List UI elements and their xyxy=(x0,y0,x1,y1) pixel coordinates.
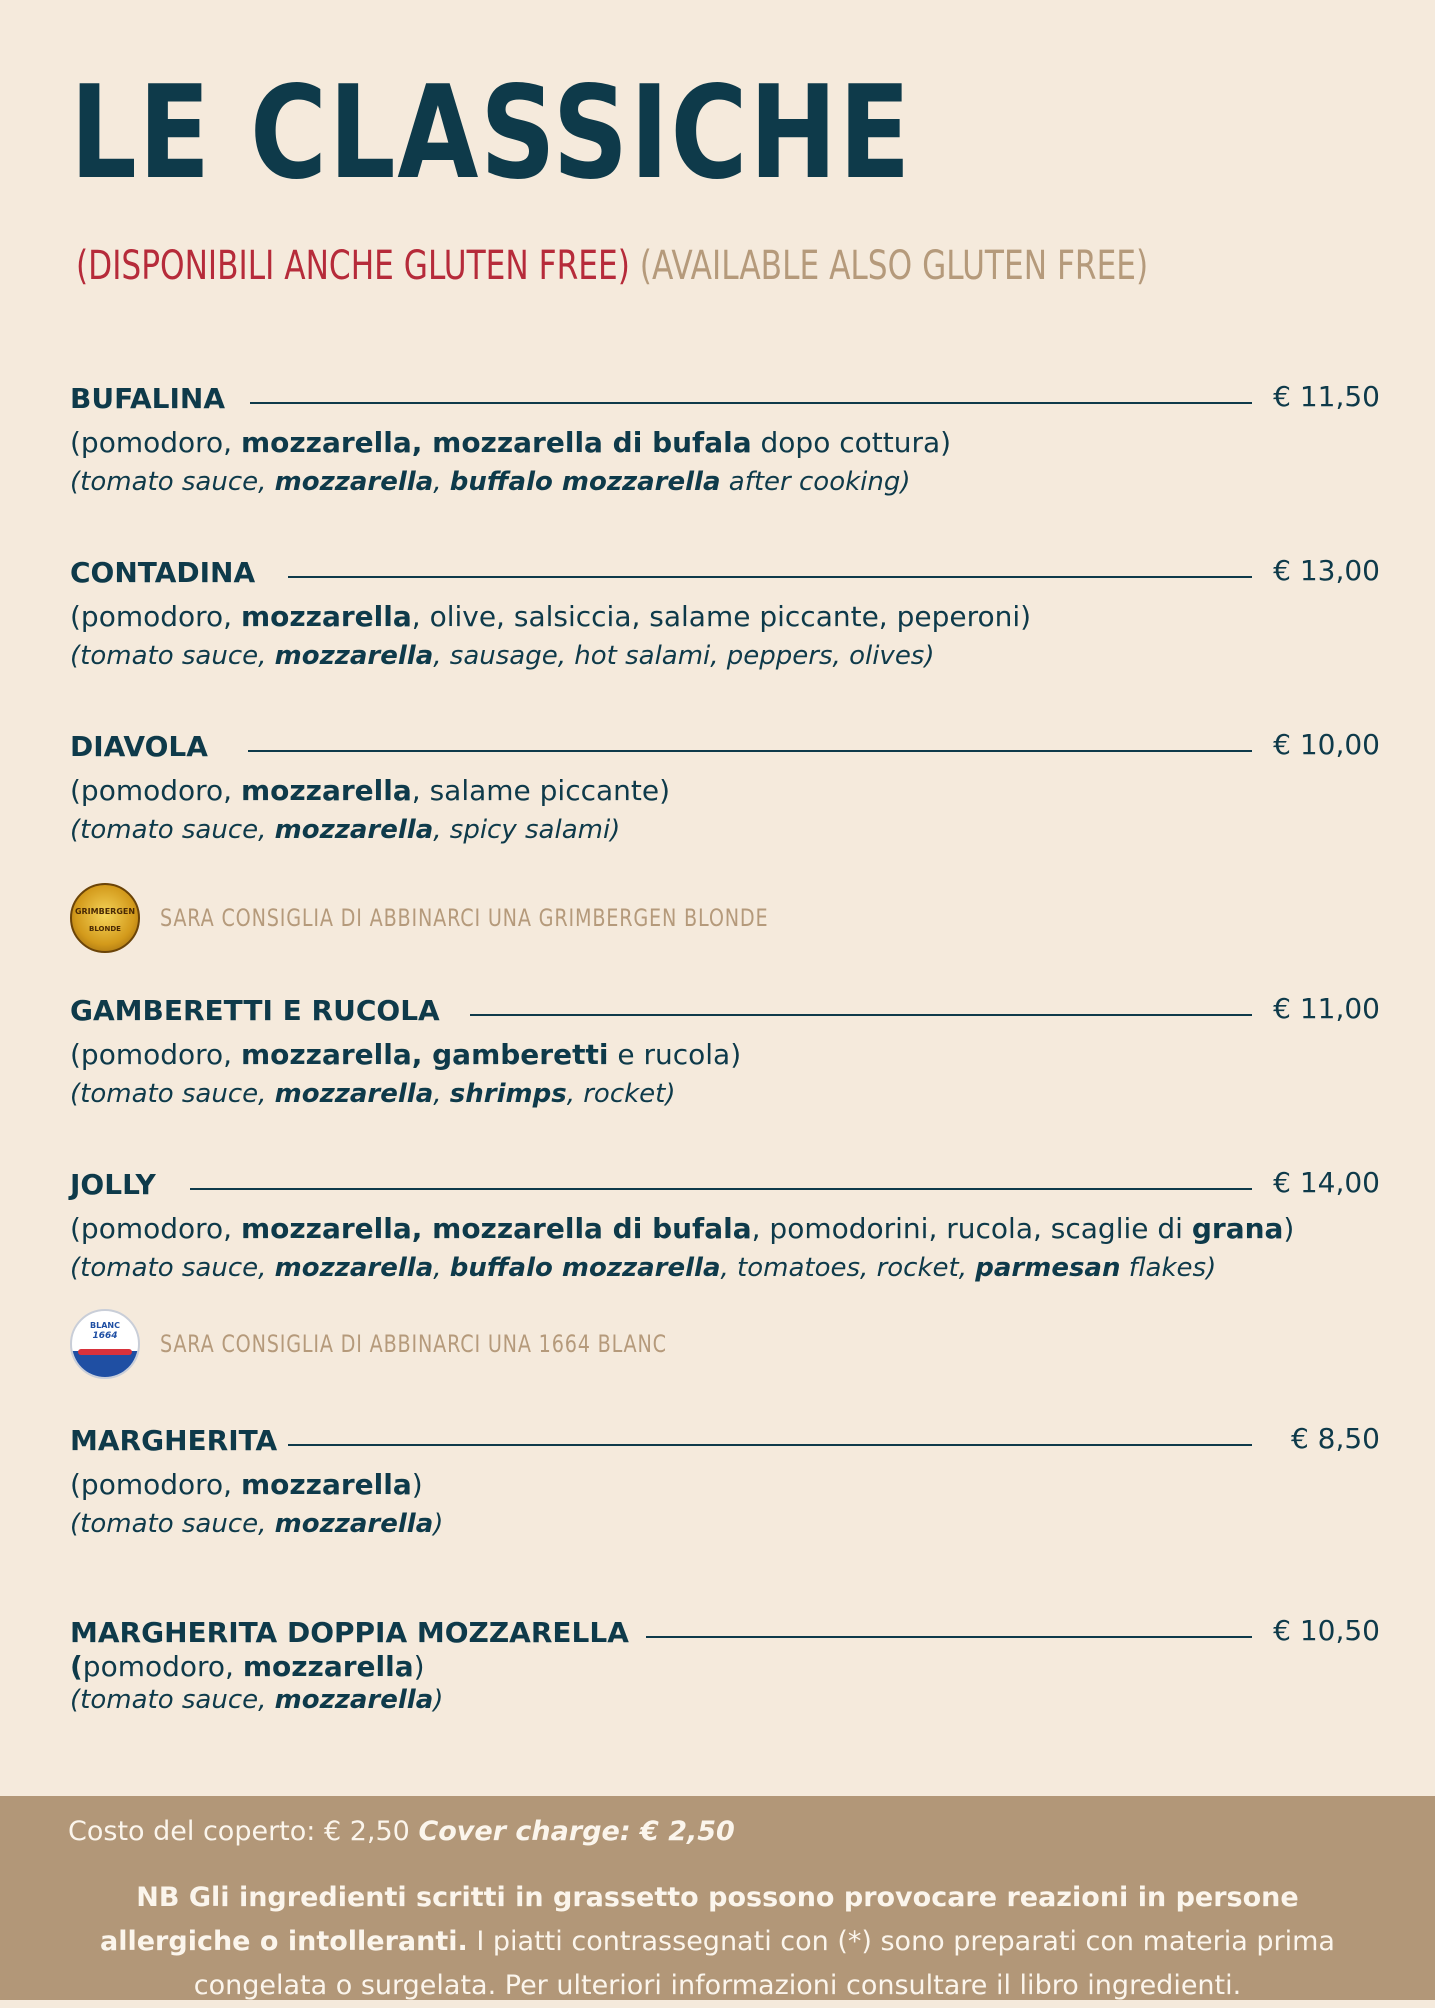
subtitle xyxy=(76,243,1149,289)
menu-item-margherita-doppia-mozzarella xyxy=(70,1616,1380,1715)
dotted-leader xyxy=(190,1188,1252,1190)
dotted-leader xyxy=(250,402,1252,404)
pairing-suggestion-1664-blanc xyxy=(70,1310,794,1378)
description-italian: (pomodoro, mozzarella) xyxy=(70,1650,425,1683)
item-name: GAMBERETTI E RUCOLA xyxy=(70,994,440,1027)
menu-item-bufalina xyxy=(70,382,1380,497)
description-italian: (pomodoro, mozzarella, mozzarella di bufala dopo cottura) xyxy=(70,426,952,459)
description-english: (tomato sauce, mozzarella) xyxy=(70,1685,444,1715)
dotted-leader xyxy=(470,1014,1252,1016)
pairing-text: SARA CONSIGLIA DI ABBINARCI UNA GRIMBERGEN BLONDE xyxy=(160,904,769,932)
item-price: € 14,00 xyxy=(1273,1166,1380,1199)
item-name: CONTADINA xyxy=(70,556,256,589)
dotted-leader xyxy=(646,1636,1252,1638)
item-price: € 13,00 xyxy=(1273,554,1380,587)
subtitle-italian: (DISPONIBILI ANCHE GLUTEN FREE) xyxy=(76,243,630,289)
description-english: (tomato sauce, mozzarella, sausage, hot salami, peppers, olives) xyxy=(70,641,935,671)
menu-item-gamberetti-e-rucola xyxy=(70,994,1380,1109)
menu-item-jolly xyxy=(70,1168,1380,1283)
cover-charge xyxy=(68,1816,735,1847)
item-name: DIAVOLA xyxy=(70,730,208,763)
item-price: € 10,00 xyxy=(1273,728,1380,761)
description-english: (tomato sauce, mozzarella, buffalo mozzarella, tomatoes, rocket, parmesan flakes) xyxy=(70,1253,1217,1283)
dotted-leader xyxy=(288,576,1252,578)
description-english: (tomato sauce, mozzarella) xyxy=(70,1509,444,1539)
page-title: LE CLASSICHE xyxy=(70,59,913,208)
menu-item-diavola xyxy=(70,730,1380,845)
pairing-text: SARA CONSIGLIA DI ABBINARCI UNA 1664 BLANC xyxy=(160,1330,667,1358)
item-name: JOLLY xyxy=(70,1168,156,1201)
allergen-note xyxy=(60,1876,1375,2008)
dotted-leader xyxy=(288,1444,1252,1446)
description-italian: (pomodoro, mozzarella, gamberetti e rucola) xyxy=(70,1038,742,1071)
description-english: (tomato sauce, mozzarella, buffalo mozzarella after cooking) xyxy=(70,467,911,497)
description-english: (tomato sauce, mozzarella, spicy salami) xyxy=(70,815,621,845)
menu-item-margherita xyxy=(70,1424,1380,1539)
description-italian: (pomodoro, mozzarella) xyxy=(70,1468,423,1501)
grimbergen-logo: GRIMBERGEN BLONDE xyxy=(70,883,140,953)
item-price: € 11,50 xyxy=(1273,380,1380,413)
dotted-leader xyxy=(248,750,1252,752)
item-name: MARGHERITA DOPPIA MOZZARELLA xyxy=(70,1616,629,1649)
item-price: € 8,50 xyxy=(1290,1422,1380,1455)
pairing-suggestion-grimbergen xyxy=(70,884,921,952)
1664-blanc-logo: BLANC 1664 xyxy=(70,1309,140,1379)
description-italian: (pomodoro, mozzarella, mozzarella di bufala, pomodorini, rucola, scaglie di grana) xyxy=(70,1212,1295,1245)
subtitle-english: (AVAILABLE ALSO GLUTEN FREE) xyxy=(639,243,1149,289)
cover-charge-english: Cover charge: € 2,50 xyxy=(418,1816,735,1847)
item-name: MARGHERITA xyxy=(70,1424,278,1457)
item-price: € 11,00 xyxy=(1273,992,1380,1025)
allergen-note-bold: NB Gli ingredienti scritti in grassetto possono provocare reazioni in persone allergiche o intolleranti. xyxy=(100,1882,1299,1957)
cover-charge-italian: Costo del coperto: € 2,50 xyxy=(68,1816,410,1847)
footer-band xyxy=(0,1796,1435,2000)
description-italian: (pomodoro, mozzarella, salame piccante) xyxy=(70,774,671,807)
item-price: € 10,50 xyxy=(1273,1614,1380,1647)
item-name: BUFALINA xyxy=(70,382,226,415)
allergen-note-regular: I piatti contrassegnati con (*) sono preparati con materia prima congelata o surgelata. Per ulteriori informazioni consultare il libro ingredienti. xyxy=(193,1926,1335,2001)
description-english: (tomato sauce, mozzarella, shrimps, rocket) xyxy=(70,1079,676,1109)
menu-item-contadina xyxy=(70,556,1380,671)
description-italian: (pomodoro, mozzarella, olive, salsiccia, salame piccante, peperoni) xyxy=(70,600,1032,633)
